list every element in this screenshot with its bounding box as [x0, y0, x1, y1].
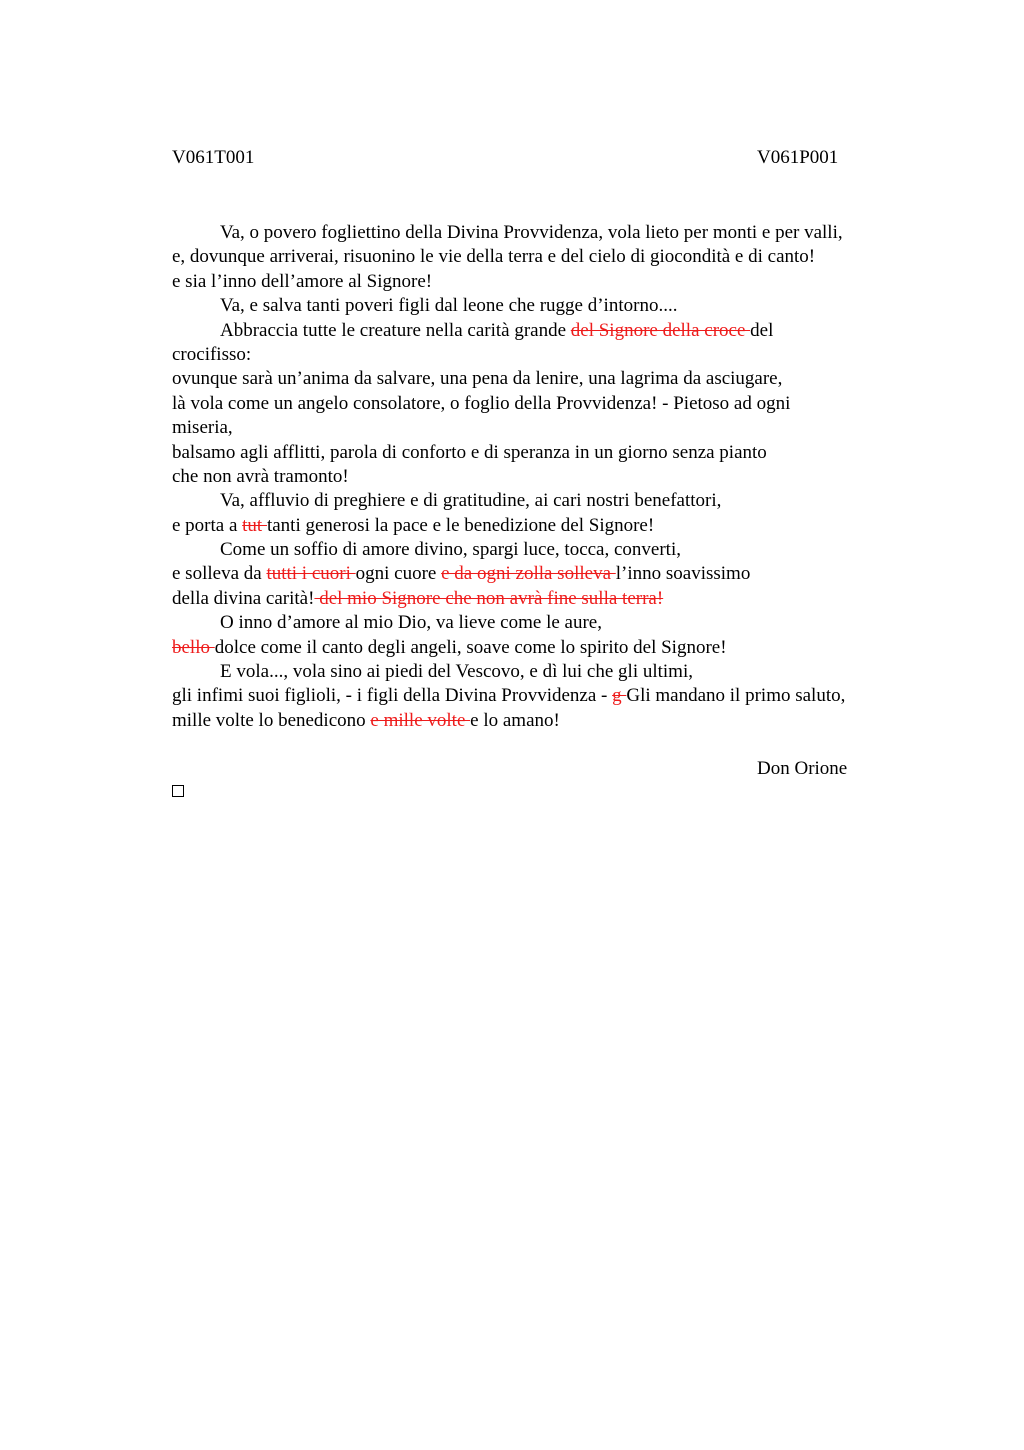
- deleted-text: g: [612, 685, 627, 707]
- letter-body: [172, 221, 932, 733]
- text-line: [172, 562, 932, 586]
- text-line: [172, 270, 932, 294]
- text-segment: Gli mandano il primo saluto,: [626, 685, 846, 707]
- text-segment: mille volte lo benedicono: [172, 709, 371, 731]
- text-segment: e solleva da: [172, 563, 267, 585]
- text-segment: ogni cuore: [355, 563, 442, 585]
- text-segment: e porta a: [172, 514, 243, 536]
- deleted-text: e da ogni zolla solleva: [441, 563, 616, 585]
- text-segment: ovunque sarà un’anima da salvare, una pena da lenire, una lagrima da asciugare,: [172, 368, 783, 390]
- text-segment: gli infimi suoi figlioli, - i figli della Divina Provvidenza -: [172, 685, 613, 707]
- text-segment: Va, o povero fogliettino della Divina Provvidenza, vola lieto per monti e per valli,: [220, 222, 843, 243]
- text-segment: della divina carità!: [172, 587, 315, 609]
- text-line: [172, 684, 932, 708]
- text-line: [172, 709, 932, 733]
- checkbox-square-icon: [172, 785, 184, 797]
- text-line: [172, 392, 932, 416]
- text-line: [172, 465, 932, 489]
- text-segment: Va, affluvio di preghiere e di gratitudine, ai cari nostri benefattori,: [220, 490, 722, 512]
- text-segment: Va, e salva tanti poveri figli dal leone che rugge d’intorno....: [220, 295, 678, 317]
- text-segment: E vola..., vola sino ai piedi del Vescovo, e dì lui che gli ultimi,: [220, 661, 693, 683]
- text-line: [172, 660, 932, 684]
- deleted-text: tutti i cuori: [266, 563, 356, 585]
- text-segment: l’inno soavissimo: [615, 563, 751, 585]
- text-segment: e, dovunque arriverai, risuonino le vie della terra e del cielo di giocondità e di canto!: [172, 246, 816, 268]
- text-segment: Come un soffio di amore divino, spargi luce, tocca, converti,: [220, 539, 681, 561]
- text-segment: e lo amano!: [470, 709, 560, 731]
- text-line: [172, 441, 932, 465]
- text-line: [172, 538, 932, 562]
- text-line: [172, 319, 932, 343]
- text-line: [172, 514, 932, 538]
- text-segment: balsamo agli afflitti, parola di conforto e di speranza in un giorno senza pianto: [172, 441, 767, 463]
- text-segment: crocifisso:: [172, 343, 252, 365]
- text-segment: O inno d’amore al mio Dio, va lieve come le aure,: [220, 612, 602, 634]
- deleted-text: del Signore della croce: [570, 319, 751, 341]
- header-right-code: V061P001: [757, 147, 839, 168]
- deleted-text: e mille volte: [370, 709, 471, 731]
- text-segment: del: [750, 319, 774, 341]
- text-line: [172, 489, 932, 513]
- text-line: [172, 221, 932, 245]
- text-line: [172, 245, 932, 269]
- text-segment: Abbraccia tutte le creature nella carità grande: [220, 319, 571, 341]
- text-segment: miseria,: [172, 417, 233, 439]
- text-segment: tanti generosi la pace e le benedizione del Signore!: [266, 514, 655, 536]
- text-segment: e sia l’inno dell’amore al Signore!: [172, 270, 433, 292]
- text-line: [172, 587, 932, 611]
- text-segment: dolce come il canto degli angeli, soave come lo spirito del Signore!: [214, 636, 727, 658]
- deleted-text: bello: [172, 636, 215, 658]
- text-line: [172, 636, 932, 660]
- text-line: [172, 343, 932, 367]
- text-segment: che non avrà tramonto!: [172, 465, 349, 487]
- text-line: [172, 611, 932, 635]
- deleted-text: del mio Signore che non avrà fine sulla terra!: [314, 587, 664, 609]
- text-line: [172, 416, 932, 440]
- text-line: [172, 294, 932, 318]
- deleted-text: tut: [242, 514, 267, 536]
- text-segment: là vola come un angelo consolatore, o foglio della Provvidenza! - Pietoso ad ogni: [172, 392, 791, 414]
- text-line: [172, 367, 932, 391]
- header-left-code: V061T001: [172, 147, 255, 168]
- signature: Don Orione: [757, 758, 848, 779]
